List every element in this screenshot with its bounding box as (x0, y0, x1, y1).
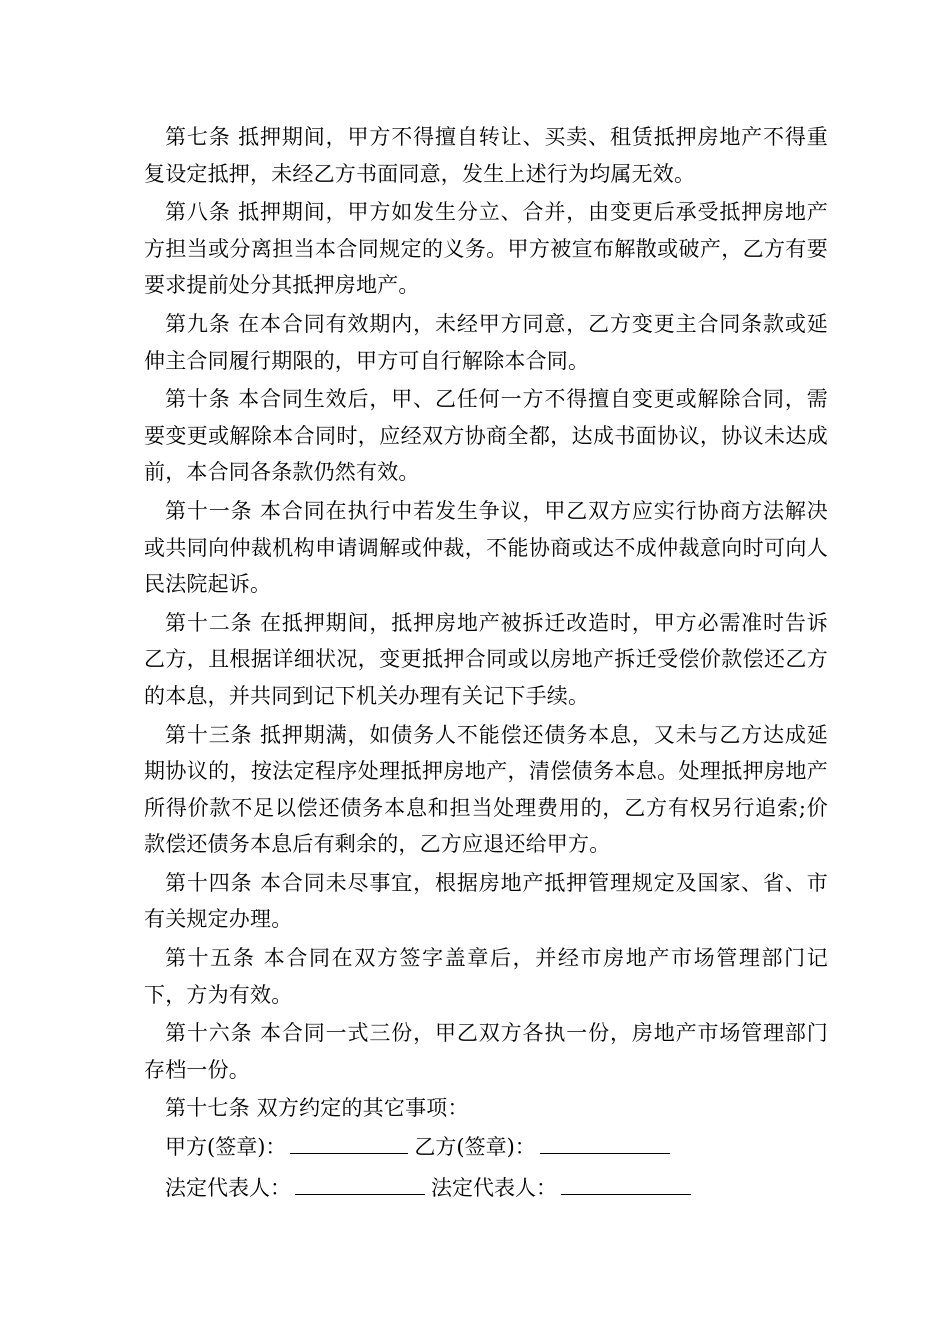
article-9: 第九条 在本合同有效期内，未经甲方同意，乙方变更主合同条款或延伸主合同履行期限的，甲方可自行解除本合同。 (144, 311, 828, 373)
contract-page (144, 119, 828, 1210)
article-7: 第七条 抵押期间，甲方不得擅自转让、买卖、租赁抵押房地产不得重复设定抵押，未经乙方书面同意，发生上述行为均属无效。 (144, 125, 828, 186)
party-a-rep-label: 法定代表人： (165, 1175, 291, 1200)
party-a-sign-label: 甲方(签章)： (165, 1135, 287, 1160)
article-11: 第十一条 本合同在执行中若发生争议，甲乙双方应实行协商方法解决或共同向仲裁机构申请调解或仲裁，不能协商或达不成仲裁意向时可向人民法院起诉。 (144, 498, 828, 597)
article-16: 第十六条 本合同一式三份，甲乙双方各执一份，房地产市场管理部门存档一份。 (144, 1021, 828, 1082)
article-17: 第十七条 双方约定的其它事项： (165, 1096, 469, 1121)
article-8: 第八条 抵押期间，甲方如发生分立、合并，由变更后承受抵押房地产方担当或分离担当本合同规定的义务。甲方被宣布解散或破产，乙方有要要求提前处分其抵押房地产。 (144, 200, 828, 298)
signature-row (144, 1129, 828, 1166)
article-12: 第十二条 在抵押期间，抵押房地产被拆迁改造时，甲方必需准时告诉乙方，且根据详细状况，变更抵押合同或以房地产拆迁受偿价款偿还乙方的本息，并共同到记下机关办理有关记下手续。 (144, 610, 828, 708)
party-a-sign-blank[interactable] (290, 1131, 408, 1154)
article-14: 第十四条 本合同未尽事宜，根据房地产抵押管理规定及国家、省、市有关规定办理。 (144, 870, 828, 932)
party-b-sign-blank[interactable] (540, 1131, 670, 1154)
article-10: 第十条 本合同生效后，甲、乙任何一方不得擅自变更或解除合同，需要变更或解除本合同时，应经双方协商全都，达成书面协议，协议未达成前，本合同各条款仍然有效。 (144, 387, 828, 485)
representative-row (144, 1170, 828, 1207)
article-15: 第十五条 本合同在双方签字盖章后，并经市房地产市场管理部门记下，方为有效。 (144, 946, 828, 1007)
party-b-rep-label: 法定代表人： (431, 1175, 557, 1200)
party-b-sign-label: 乙方(签章)： (414, 1135, 536, 1160)
party-a-rep-blank[interactable] (295, 1172, 425, 1195)
party-b-rep-blank[interactable] (561, 1172, 691, 1195)
article-13: 第十三条 抵押期满，如债务人不能偿还债务本息，又未与乙方达成延期协议的，按法定程序处理抵押房地产，清偿债务本息。处理抵押房地产所得价款不足以偿还债务本息和担当处理费用的，乙方有权另行追索;价款偿还债务本息后有剩余的，乙方应退还给甲方。 (144, 722, 828, 857)
